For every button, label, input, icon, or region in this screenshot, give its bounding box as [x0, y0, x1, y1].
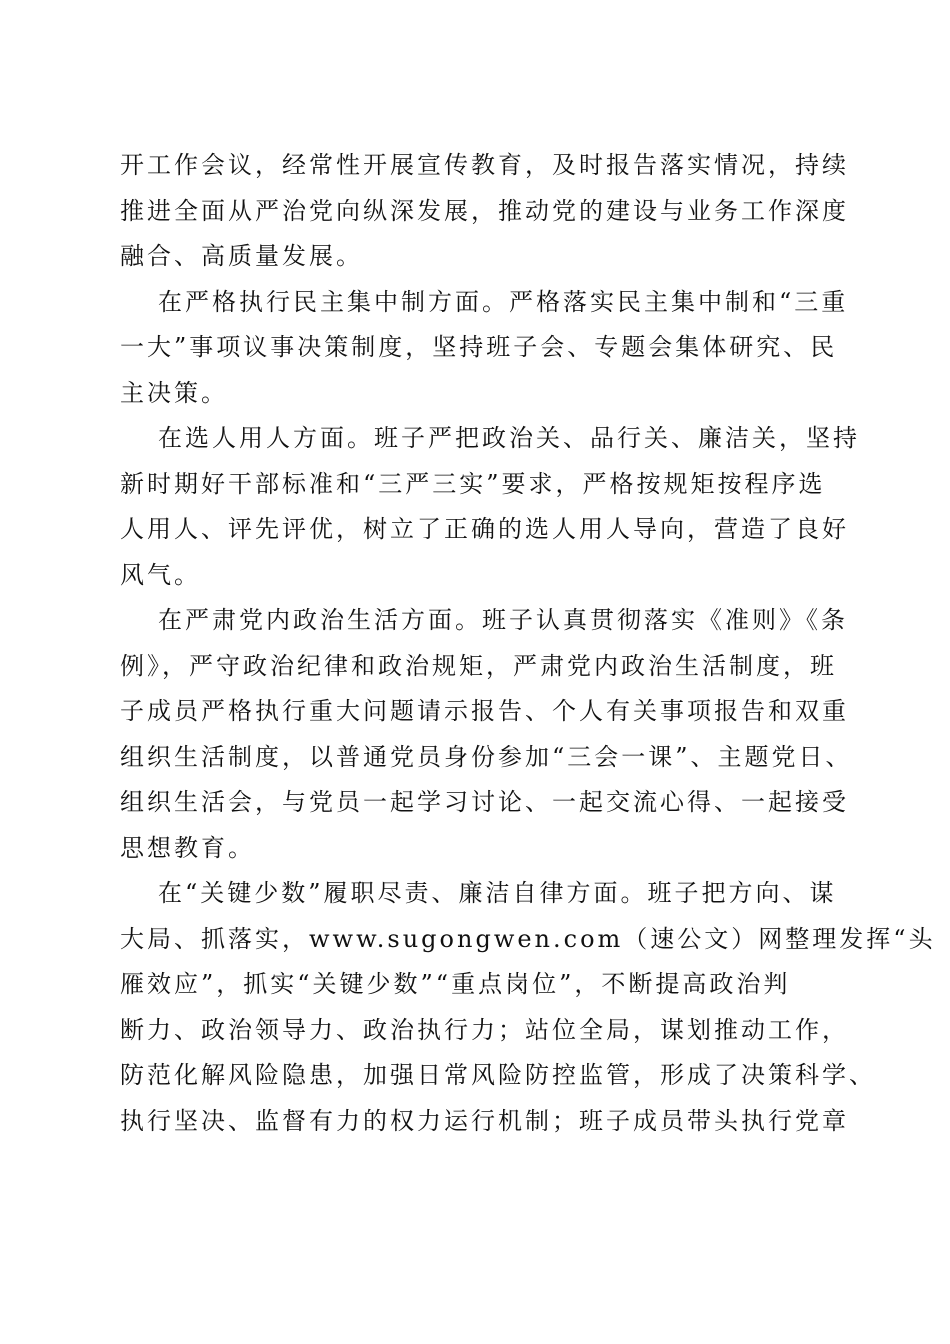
- text-line: 新时期好干部标准和“三严三实”要求，严格按规矩按程序选: [120, 469, 826, 498]
- text-line: 思想教育。: [120, 833, 255, 862]
- text-line: 执行坚决、监督有力的权力运行机制；班子成员带头执行党章: [120, 1106, 849, 1135]
- text-line: 人用人、评先评优，树立了正确的选人用人导向，营造了良好: [120, 515, 849, 543]
- text-line: 推进全面从严治党向纵深发展，推动党的建设与业务工作深度: [120, 196, 849, 225]
- text-line: 风气。: [120, 560, 201, 589]
- text-line: 防范化解风险隐患，加强日常风险防控监管，形成了决策科学、: [120, 1061, 876, 1089]
- text-line: 开工作会议，经常性开展宣传教育，及时报告落实情况，持续: [120, 151, 849, 179]
- text-line: 子成员严格执行重大问题请示报告、个人有关事项报告和双重: [120, 697, 849, 725]
- text-line: 组织生活制度，以普通党员身份参加“三会一课”、主题党日、: [120, 742, 853, 771]
- text-line: 例》，严守政治纪律和政治规矩，严肃党内政治生活制度，班: [120, 651, 837, 680]
- paragraph-first-line: 在严格执行民主集中制方面。严格落实民主集中制和“三重: [158, 287, 849, 316]
- paragraph-first-line: 在选人用人方面。班子严把政治关、品行关、廉洁关，坚持: [158, 424, 860, 452]
- document-body: [120, 143, 936, 1144]
- text-line: 断力、政治领导力、政治执行力；站位全局，谋划推动工作，: [120, 1015, 849, 1044]
- text-line: 主决策。: [120, 378, 228, 407]
- text-line: 大局、抓落实，www.sugongwen.com（速公文）网整理发挥“头: [120, 924, 936, 953]
- text-line: 融合、高质量发展。: [120, 242, 363, 270]
- text-line: 一大”事项议事决策制度，坚持班子会、专题会集体研究、民: [120, 333, 838, 361]
- paragraph-first-line: 在严肃党内政治生活方面。班子认真贯彻落实《准则》《条: [158, 606, 848, 634]
- text-line: 雁效应”，抓实“关键少数”“重点岗位”，不断提高政治判: [120, 970, 791, 998]
- paragraph-first-line: 在“关键少数”履职尽责、廉洁自律方面。班子把方向、谋: [158, 879, 837, 907]
- text-line: 组织生活会，与党员一起学习讨论、一起交流心得、一起接受: [120, 788, 849, 816]
